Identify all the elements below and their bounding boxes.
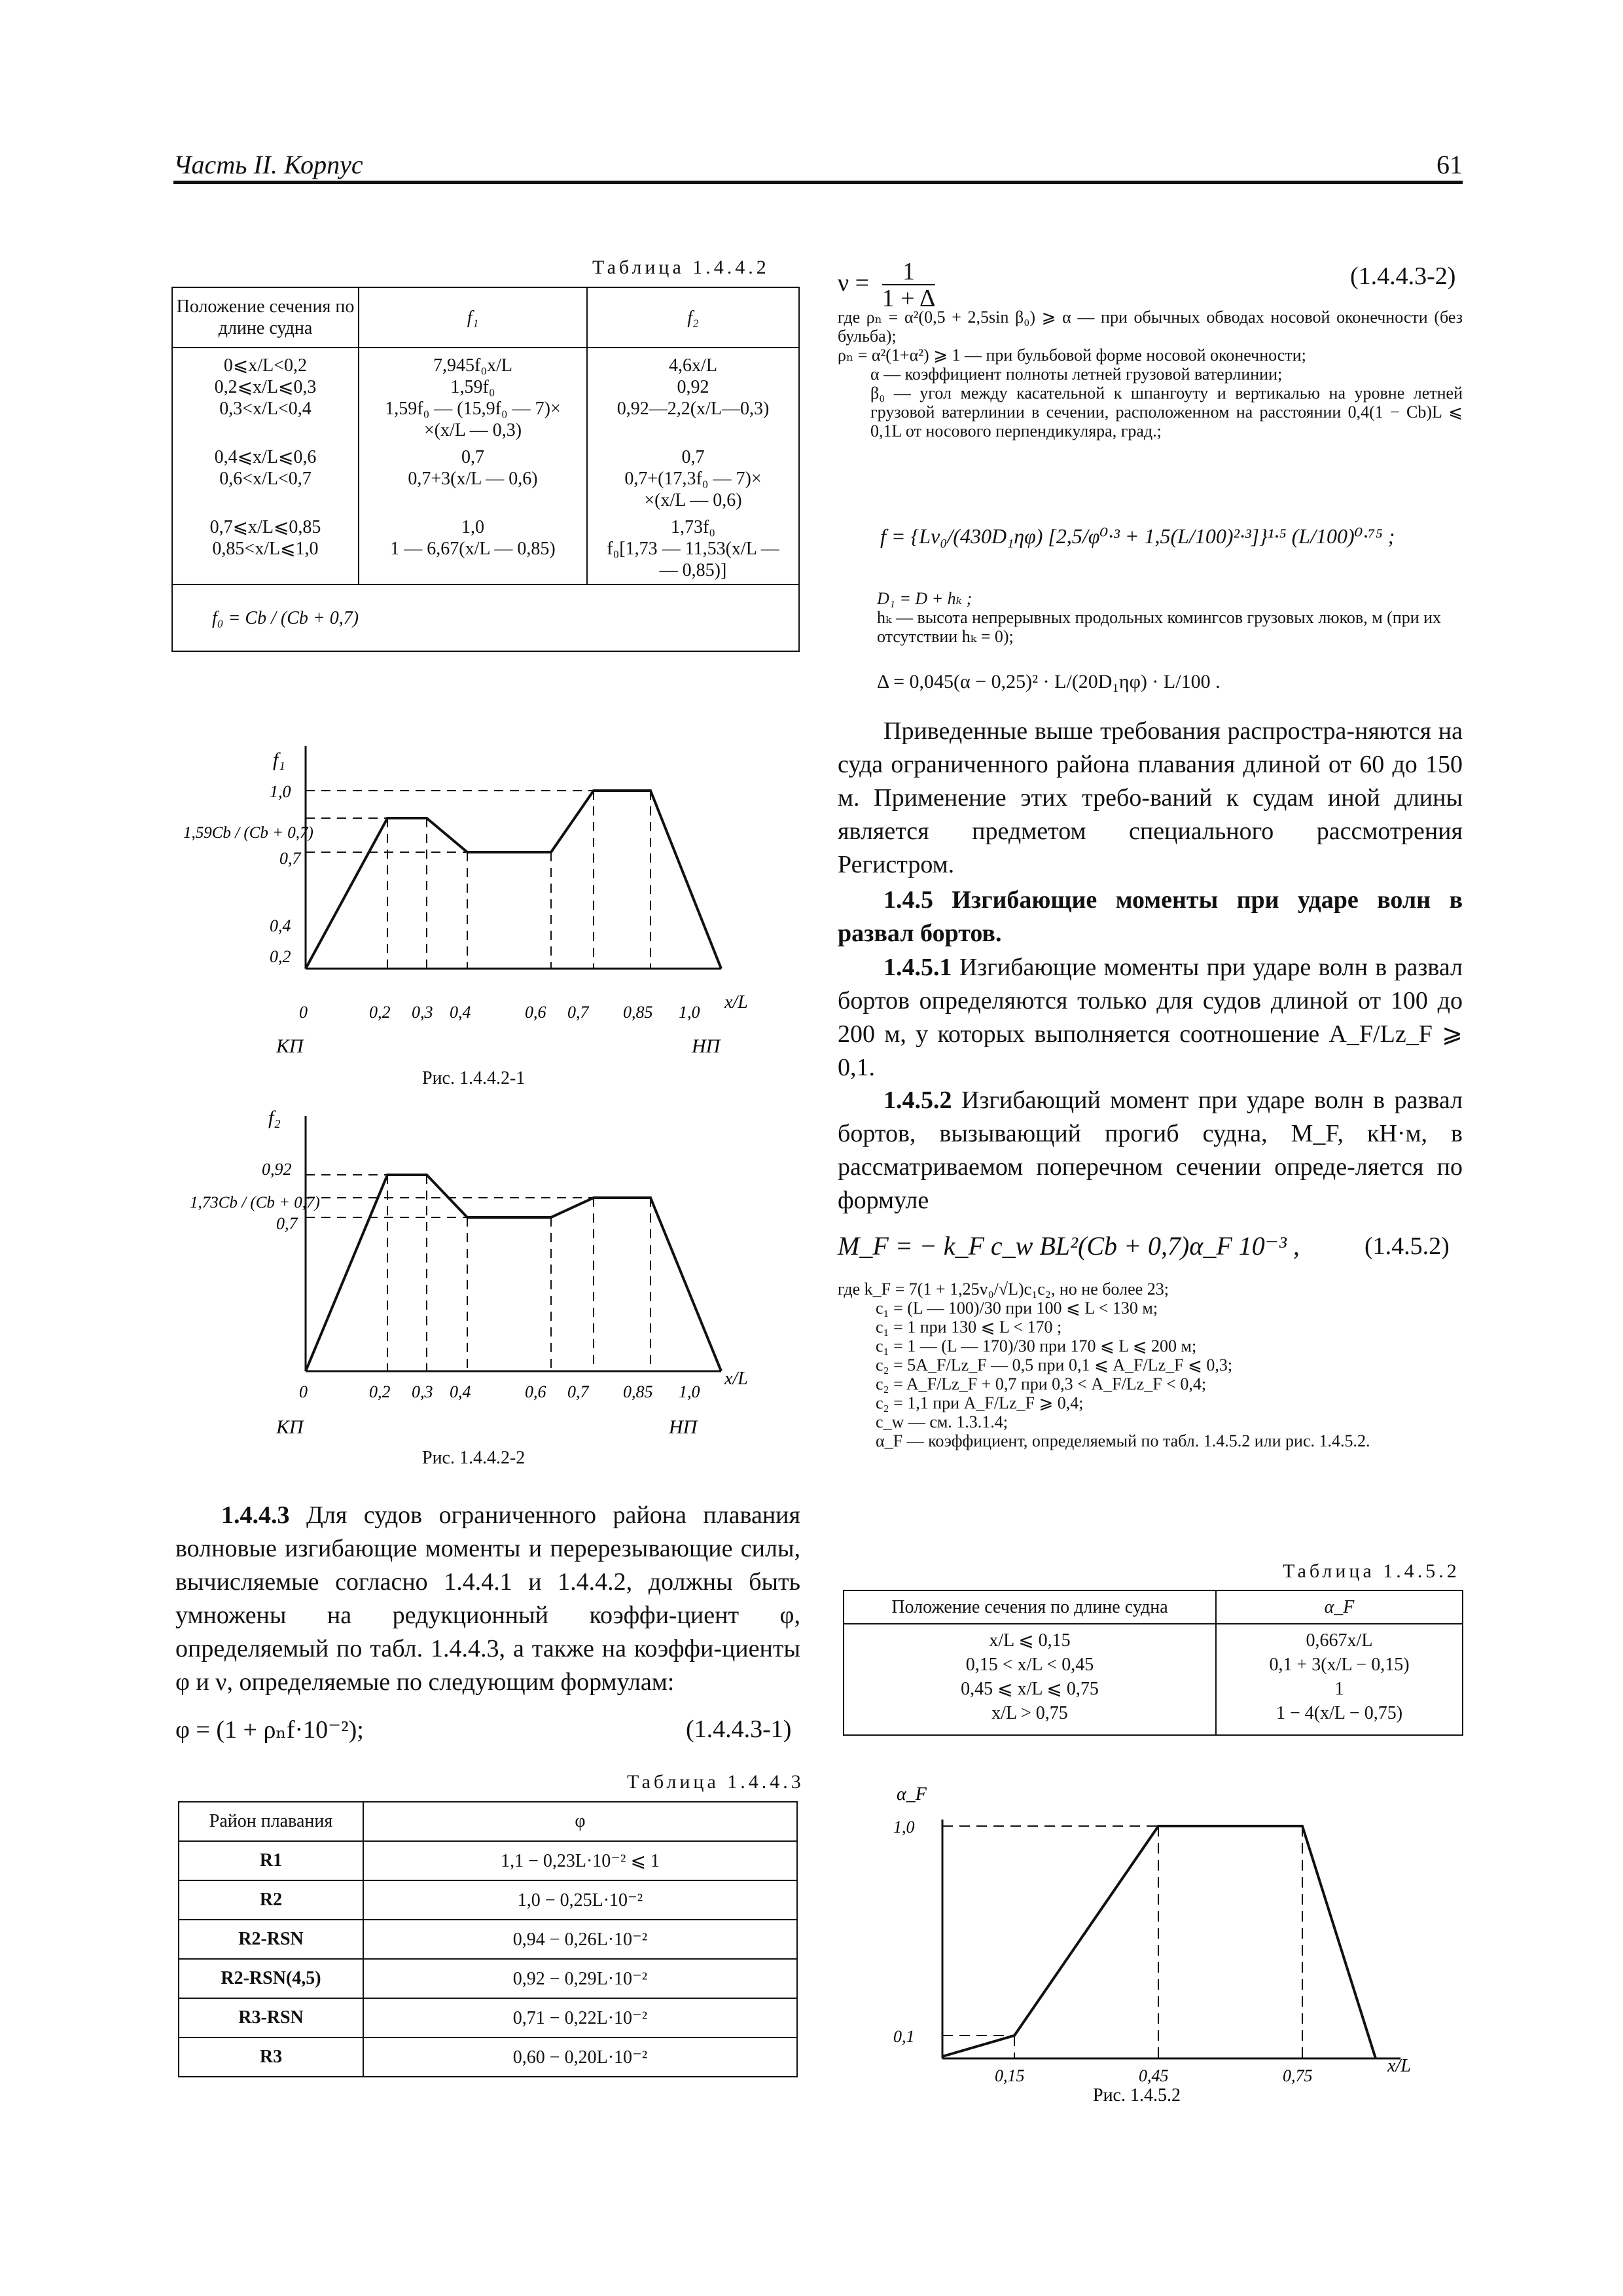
table-header-f2: f₂ [587, 287, 799, 348]
table-row: R2-RSN(4,5) 0,92 − 0,29L·10⁻² [179, 1959, 797, 1998]
axis-label-x: x/L [724, 1369, 748, 1389]
tick-label: 0,85 [623, 1003, 653, 1022]
tick-label: 0,2 [270, 947, 291, 966]
tick-label: 0,45 [1139, 2066, 1169, 2085]
axis-label-f2: f₂ [268, 1107, 281, 1128]
figure-1442-1 [171, 746, 760, 1060]
tick-label: 0,92 [262, 1160, 292, 1179]
table-1442-caption: Таблица 1.4.4.2 [592, 257, 770, 278]
paragraph-1452: 1.4.5.2 Изгибающий момент при ударе волн в развал бортов, вызывающий прогиб судна, M_F, кН·м, в рассматриваемом поперечном сечении опреде-ляется по формуле [838, 1086, 1463, 1214]
tick-label: 0,7 [567, 1382, 589, 1401]
figure-caption: Рис. 1.4.4.2-1 [422, 1068, 526, 1088]
tick-label: 0,7 [279, 849, 301, 868]
paragraph-1451: 1.4.5.1 Изгибающие моменты при ударе волн в развал бортов определяются только для судов длиной от 100 до 200 м, у которых выполняется соотношение A_F/Lz_F ⩾ 0,1. [838, 954, 1463, 1081]
where-block-1: где ρₙ = α²(0,5 + 2,5sin β₀) ⩾ α — при обычных обводах носовой оконечности (без бульба); ρₙ = α²(1+α²) ⩾ 1 — при бульбовой форме носовой оконечности; α — коэффициент полноты летней грузовой ватерлинии; β₀ — угол между касательной к шпангоуту и вертикалью на уровне летней грузовой ватерлинии в сечении, расположенном на расстоянии 0,4(1 − Cb)L ⩽ 0,1L от носового перпендикуляра, град.; [838, 308, 1463, 440]
where-block-3: где k_F = 7(1 + 1,25v₀/√L)c₁c₂, но не более 23; c₁ = (L — 100)/30 при 100 ⩽ L < 130 м; c₁ = 1 при 130 ⩽ L < 170 ; c₁ = 1 — (L — 170)/30 при 170 ⩽ L ⩽ 200 м; c₂ = 5A_F/Lz_F — 0,5 при 0,1 ⩽ A_F/Lz_F ⩽ 0,3; c₂ = A_F/Lz_F + 0,7 при 0,3 < A_F/Lz_F < 0,4; c₂ = 1,1 при A_F/Lz_F ⩾ 0,4; c_w — см. 1.3.1.4; α_F — коэффициент, определяемый по табл. 1.4.5.2 или рис. 1.4.5.2. [838, 1280, 1370, 1450]
tick-label: 0,7 [276, 1214, 298, 1233]
tick-label: 0,6 [525, 1382, 546, 1401]
tick-label: 1,0 [270, 782, 291, 801]
table-header-region: Район плавания [179, 1802, 363, 1841]
formula-delta: Δ = 0,045(α − 0,25)² · L/(20D₁ηφ) · L/100 . [877, 671, 1221, 692]
axis-label-alpha: α_F [897, 1784, 927, 1804]
table-1442 [171, 287, 800, 652]
table-row: R3 0,60 − 0,20L·10⁻² [179, 2037, 797, 2077]
page-header [173, 149, 1463, 184]
formula-number: (1.4.4.3-2) [1350, 262, 1456, 290]
tick-label: 0 [299, 1382, 308, 1401]
table-header-position: Положение сечения по длине судна [172, 287, 359, 348]
table-footer-f0: f₀ = Cb / (Cb + 0,7) [172, 584, 799, 651]
table-row: R2-RSN 0,94 − 0,26L·10⁻² [179, 1920, 797, 1959]
tick-label: 0,4 [270, 916, 291, 935]
label-kp: КП [276, 1416, 304, 1438]
table-1452-caption: Таблица 1.4.5.2 [1283, 1560, 1460, 1582]
figure-1442-2 [171, 1103, 760, 1456]
table-row: R2 1,0 − 0,25L·10⁻² [179, 1880, 797, 1920]
paragraph-requirements: Приведенные выше требования распростра-няются на суда ограниченного района плавания длиной от 60 до 150 м. Применение этих требо-ваний к судам иной длины является предметом специального рассмотрения Регистром. [838, 717, 1463, 878]
formula-phi: φ = (1 + ρₙf·10⁻²); [175, 1716, 364, 1744]
axis-label-x: x/L [724, 992, 748, 1013]
tick-label: 0,4 [450, 1003, 471, 1022]
table-row: R1 1,1 − 0,23L·10⁻² ⩽ 1 [179, 1841, 797, 1880]
table-row: 0⩽x/L<0,2 0,2⩽x/L⩽0,3 0,3<x/L<0,4 7,945f₀x/L 1,59f₀ 1,59f₀ — (15,9f₀ — 7)× ×(x/L — 0,3) 4,6x/L 0,92 0,92—2,2(x/L—0,3) [172, 348, 799, 444]
tick-label: 1,0 [679, 1382, 700, 1401]
label-kp: КП [276, 1035, 304, 1057]
y-special-label: 1,73Cb / (Cb + 0,7) [190, 1194, 320, 1211]
tick-label: 0,2 [369, 1382, 391, 1401]
tick-label: 0,85 [623, 1382, 653, 1401]
page-number: 61 [1436, 150, 1463, 179]
label-np: НП [669, 1416, 698, 1438]
formula-number: (1.4.5.2) [1364, 1232, 1450, 1260]
section-title-145: 1.4.5 Изгибающие моменты при ударе волн в развал бортов. [838, 886, 1463, 947]
axis-label-x: x/L [1387, 2056, 1411, 2076]
formula-mf: M_F = − k_F c_w BL²(Cb + 0,7)α_F 10⁻³ , [838, 1231, 1300, 1261]
tick-label: 0,3 [412, 1382, 433, 1401]
tick-label: 0,15 [995, 2066, 1025, 2085]
tick-label: 0,7 [567, 1003, 589, 1022]
axis-label-f1: f₁ [273, 749, 285, 770]
table-row: R3-RSN 0,71 − 0,22L·10⁻² [179, 1998, 797, 2037]
tick-label: 1,0 [893, 1818, 915, 1837]
table-header-alpha: α_F [1216, 1590, 1463, 1624]
tick-label: 1,0 [679, 1003, 700, 1022]
tick-label: 0,75 [1283, 2066, 1313, 2085]
figure-caption: Рис. 1.4.4.2-2 [422, 1448, 526, 1468]
table-1443-caption: Таблица 1.4.4.3 [627, 1771, 804, 1793]
table-row: 0,7⩽x/L⩽0,85 0,85<x/L⩽1,0 1,0 1 — 6,67(x/L — 0,85) 1,73f₀ f₀[1,73 — 11,53(x/L — — 0,85)] [172, 514, 799, 584]
table-header-phi: φ [363, 1802, 797, 1841]
table-row: 0,4⩽x/L⩽0,6 0,6<x/L<0,7 0,7 0,7+3(x/L — 0,6) 0,7 0,7+(17,3f₀ — 7)× ×(x/L — 0,6) [172, 444, 799, 514]
tick-label: 0,3 [412, 1003, 433, 1022]
tick-label: 0,1 [893, 2027, 915, 2046]
paragraph-1443: 1.4.4.3 Для судов ограниченного района плавания волновые изгибающие моменты и перерезывающие силы, вычисляемые согласно 1.4.4.1 и 1.4.4.2, должны быть умножены на редукционный коэффи-циент φ, определяемый по табл. 1.4.4.3, а также на коэффи-циенты φ и ν, определяемые по следующим формулам: [175, 1501, 801, 1696]
tick-label: 0,6 [525, 1003, 546, 1022]
table-1443 [178, 1801, 798, 2077]
running-title: Часть II. Корпус [173, 150, 363, 179]
y-special-label: 1,59Cb / (Cb + 0,7) [183, 824, 313, 842]
label-np: НП [692, 1035, 721, 1057]
tick-label: 0,4 [450, 1382, 471, 1401]
figure-1452 [877, 1780, 1440, 2108]
formula-f: f = {Lv₀/(430D₁ηφ) [2,5/φ⁰·³ + 1,5(L/100)²·³]}¹·⁵ (L/100)⁰·⁷⁵ ; [880, 524, 1395, 548]
table-header-f1: f₁ [359, 287, 587, 348]
table-header-position: Положение сечения по длине судна [844, 1590, 1216, 1624]
formula-nu: ν = $\frac{1}{1 + \Delta}$ [838, 258, 936, 312]
table-1452 [843, 1590, 1463, 1736]
tick-label: 0 [299, 1003, 308, 1022]
formula-number: (1.4.4.3-1) [686, 1715, 792, 1743]
tick-label: 0,2 [369, 1003, 391, 1022]
table-row: x/L ⩽ 0,15 0,15 < x/L < 0,45 0,45 ⩽ x/L ⩽ 0,75 x/L > 0,75 0,667x/L 0,1 + 3(x/L − 0,15) 1 1 − 4(x/L − 0,75) [844, 1624, 1463, 1735]
figure-caption: Рис. 1.4.5.2 [1093, 2085, 1181, 2106]
where-block-2: D₁ = D + hₖ ; hₖ — высота непрерывных продольных комингсов грузовых люков, м (при их отсутствии hₖ = 0); [877, 589, 1442, 646]
